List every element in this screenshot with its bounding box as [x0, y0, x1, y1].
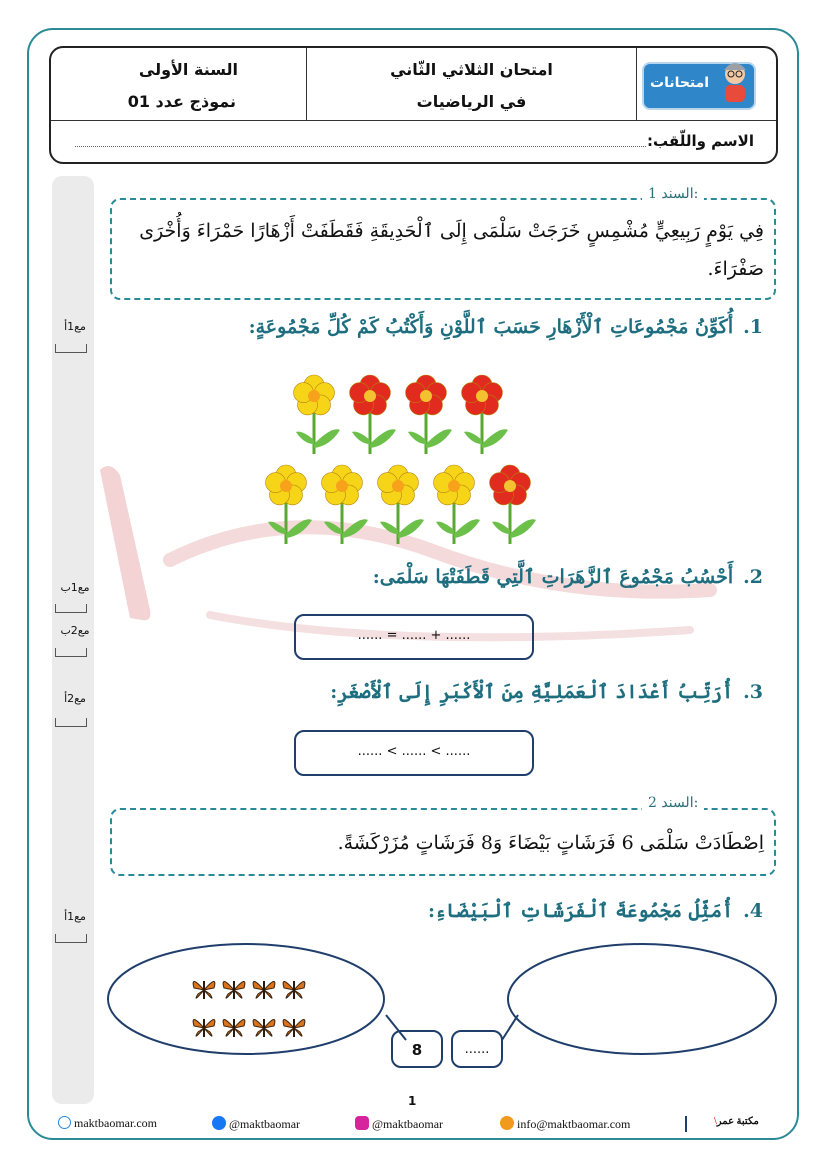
logo-cell	[636, 48, 778, 120]
yellow-flower	[266, 465, 312, 544]
logo-badge	[642, 62, 756, 110]
red-flower	[462, 375, 508, 454]
question-number: 1.	[743, 316, 763, 338]
teacher-icon	[718, 60, 752, 104]
criterion-label: مع2ب	[60, 624, 90, 637]
sanad1-title: السند 1:	[642, 186, 704, 202]
exam-title: امتحان الثلاثي الثّاني	[390, 60, 553, 79]
question-number: 2.	[743, 566, 763, 588]
flowers-illustration	[250, 368, 570, 548]
count-box-left[interactable]: 8	[391, 1030, 443, 1068]
name-label: الاسم واللّقب:	[647, 132, 754, 150]
year-cell	[51, 48, 306, 120]
sum-answer-box[interactable]: ...... = ...... + ......	[294, 614, 534, 660]
footer-instagram[interactable]	[355, 1116, 443, 1132]
criterion-score-box[interactable]	[55, 648, 87, 657]
yellow-flower	[378, 465, 424, 544]
empty-set	[508, 944, 776, 1054]
criterion-label: مع2أ	[64, 692, 86, 705]
question-text: أُمَثِّلُ مَجْمُوعَةَ ٱلْفَرَشَاتِ ٱلْبَيْضَاءِ:	[427, 900, 734, 922]
order-answer-box[interactable]: ...... < ...... < ......	[294, 730, 534, 776]
facebook-text: @maktbaomar	[229, 1117, 301, 1131]
globe-icon	[58, 1116, 71, 1129]
yellow-flower	[294, 375, 340, 454]
exam-subject: في الرياضيات	[416, 92, 527, 111]
grading-sidebar	[52, 176, 94, 1104]
butterflies-set	[108, 944, 384, 1054]
criterion-score-box[interactable]	[55, 718, 87, 727]
title-cell	[306, 48, 636, 120]
instagram-icon	[355, 1116, 369, 1130]
criterion-score-box[interactable]	[55, 604, 87, 613]
school-year: السنة الأولى	[138, 60, 238, 79]
footer-email[interactable]	[500, 1116, 630, 1132]
footer-website[interactable]	[58, 1116, 157, 1131]
red-flower	[350, 375, 396, 454]
count-box-right[interactable]: ......	[451, 1030, 503, 1068]
sets-diagram	[100, 940, 790, 1080]
sanad2-text: اِصْطَادَتْ سَلْمَى 6 فَرَشَاتٍ بَيْضَاءَ وَ8 فَرَشَاتٍ مُزَرْكَشَةً.	[337, 832, 764, 854]
header-divider	[51, 120, 776, 121]
criterion-score-box[interactable]	[55, 934, 87, 943]
page-number: 1	[408, 1094, 417, 1108]
question-number: 4.	[743, 900, 763, 922]
question-text: أَحْسُبُ مَجْمُوعَ ٱلزَّهَرَاتِ ٱلَّتِي قَطَفَتْهَا سَلْمَى:	[372, 566, 734, 588]
yellow-flower	[322, 465, 368, 544]
brand-mark-icon: \	[714, 1116, 717, 1127]
brand-text: مكتبة عمر	[716, 1116, 759, 1127]
question-2	[373, 566, 763, 588]
exam-header	[49, 46, 778, 164]
question-text: أُرَتِّبُ أَعْدَادَ ٱلْعَمَلِيَّةِ مِنَ ٱلْأَكْبَرِ إِلَى ٱلْأَصْغَرِ:	[330, 681, 734, 703]
footer-divider	[685, 1116, 687, 1132]
email-icon	[500, 1116, 514, 1130]
website-text: maktbaomar.com	[74, 1116, 157, 1130]
question-3	[330, 681, 763, 703]
question-number: 3.	[743, 681, 763, 703]
yellow-flower	[434, 465, 480, 544]
criterion-label: مع1أ	[64, 910, 86, 923]
model-number: نموذج عدد 01	[127, 92, 236, 111]
sanad2-title: السند 2:	[642, 795, 704, 811]
criterion-score-box[interactable]	[55, 344, 87, 353]
question-1	[249, 316, 763, 338]
criterion-label: مع1ب	[60, 581, 90, 594]
name-input-line[interactable]	[75, 146, 646, 147]
footer-brand	[714, 1116, 759, 1127]
footer-facebook[interactable]	[212, 1116, 300, 1132]
logo-text: امتحانات	[650, 75, 710, 91]
instagram-text: @maktbaomar	[372, 1117, 444, 1131]
red-flower	[490, 465, 536, 544]
red-flower	[406, 375, 452, 454]
question-text: أُكَوِّنُ مَجْمُوعَاتِ ٱلْأَزْهَارِ حَسَبَ ٱللَّوْنِ وَأَكْتُبُ كَمْ كُلِّ مَجْمُوعَةٍ:	[248, 316, 734, 338]
criterion-label: مع1أ	[64, 320, 86, 333]
facebook-icon	[212, 1116, 226, 1130]
sanad1-text: فِي يَوْمٍ رَبِيعِيٍّ مُشْمِسٍ خَرَجَتْ سَلْمَى إِلَى ٱلْحَدِيقَةِ فَقَطَفَتْ أَزْهَارًا حَمْرَاءَ وَأُخْرَى صَفْرَاءَ.	[139, 220, 764, 280]
email-text: info@maktbaomar.com	[517, 1117, 631, 1131]
question-4	[428, 900, 763, 922]
